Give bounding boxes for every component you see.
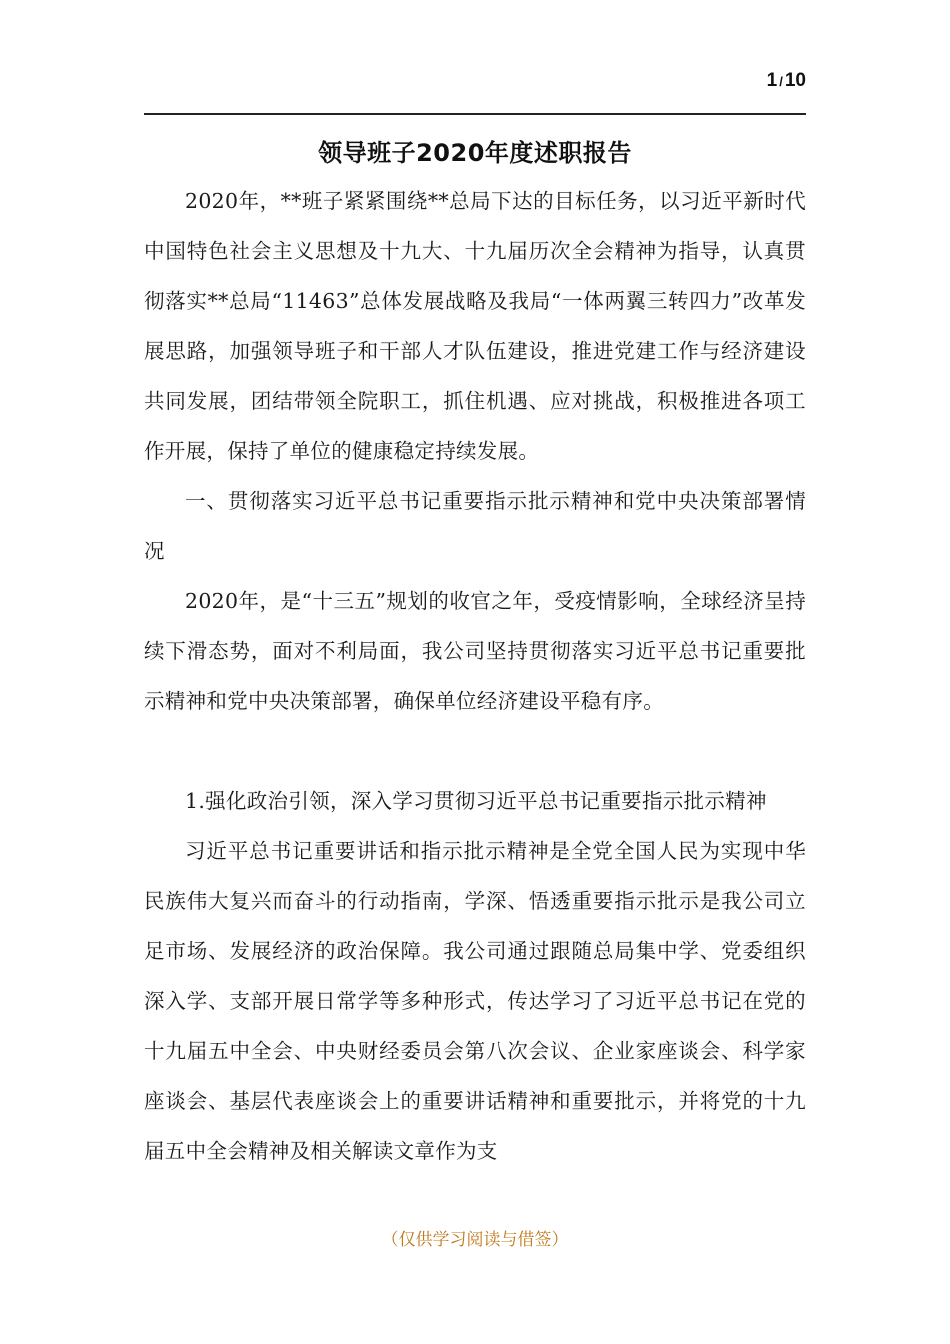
footer-note: （仅供学习阅读与借签）: [381, 1230, 569, 1250]
section-1-paragraph: 2020年，是“十三五”规划的收官之年，受疫情影响，全球经济呈持续下滑态势，面对不利局面，我公司坚持贯彻落实习近平总书记重要批示精神和党中央决策部署，确保单位经济建设平稳有序。: [144, 589, 806, 713]
section-heading-1: 一、贯彻落实习近平总书记重要指示批示精神和党中央决策部署情况: [144, 489, 806, 563]
paragraph-gap: [144, 726, 806, 776]
page-total: 10: [784, 70, 806, 91]
intro-paragraph: 2020年，**班子紧紧围绕**总局下达的目标任务，以习近平新时代中国特色社会主义思想及十九大、十九届历次全会精神为指导，认真贯彻落实**总局“11463”总体发展战略及我局“一体两翼三转四力”改革发展思路，加强领导班子和干部人才队伍建设，推进党建工作与经济建设共同发展，团结带领全院职工，抓住机遇、应对挑战，积极推进各项工作开展，保持了单位的健康稳定持续发展。: [144, 189, 806, 463]
page-separator: /: [779, 74, 783, 89]
subsection-1-paragraph: 习近平总书记重要讲话和指示批示精神是全党全国人民为实现中华民族伟大复兴而奋斗的行动指南，学深、悟透重要指示批示是我公司立足市场、发展经济的政治保障。我公司通过跟随总局集中学、党委组织深入学、支部开展日常学等多种形式，传达学习了习近平总书记在党的十九届五中全会、中央财经委员会第八次会议、企业家座谈会、科学家座谈会、基层代表座谈会上的重要讲话精神和重要批示，并将党的十九届五中全会精神及相关解读文章作为支: [144, 839, 806, 1163]
subsection-heading-1: 1.强化政治引领，深入学习贯彻习近平总书记重要指示批示精神: [185, 789, 767, 813]
page-number: [767, 70, 806, 92]
document-body: [144, 176, 806, 1176]
document-title: 领导班子2020年度述职报告: [318, 139, 632, 167]
header-divider: [144, 113, 806, 115]
page-current: 1: [766, 70, 778, 91]
